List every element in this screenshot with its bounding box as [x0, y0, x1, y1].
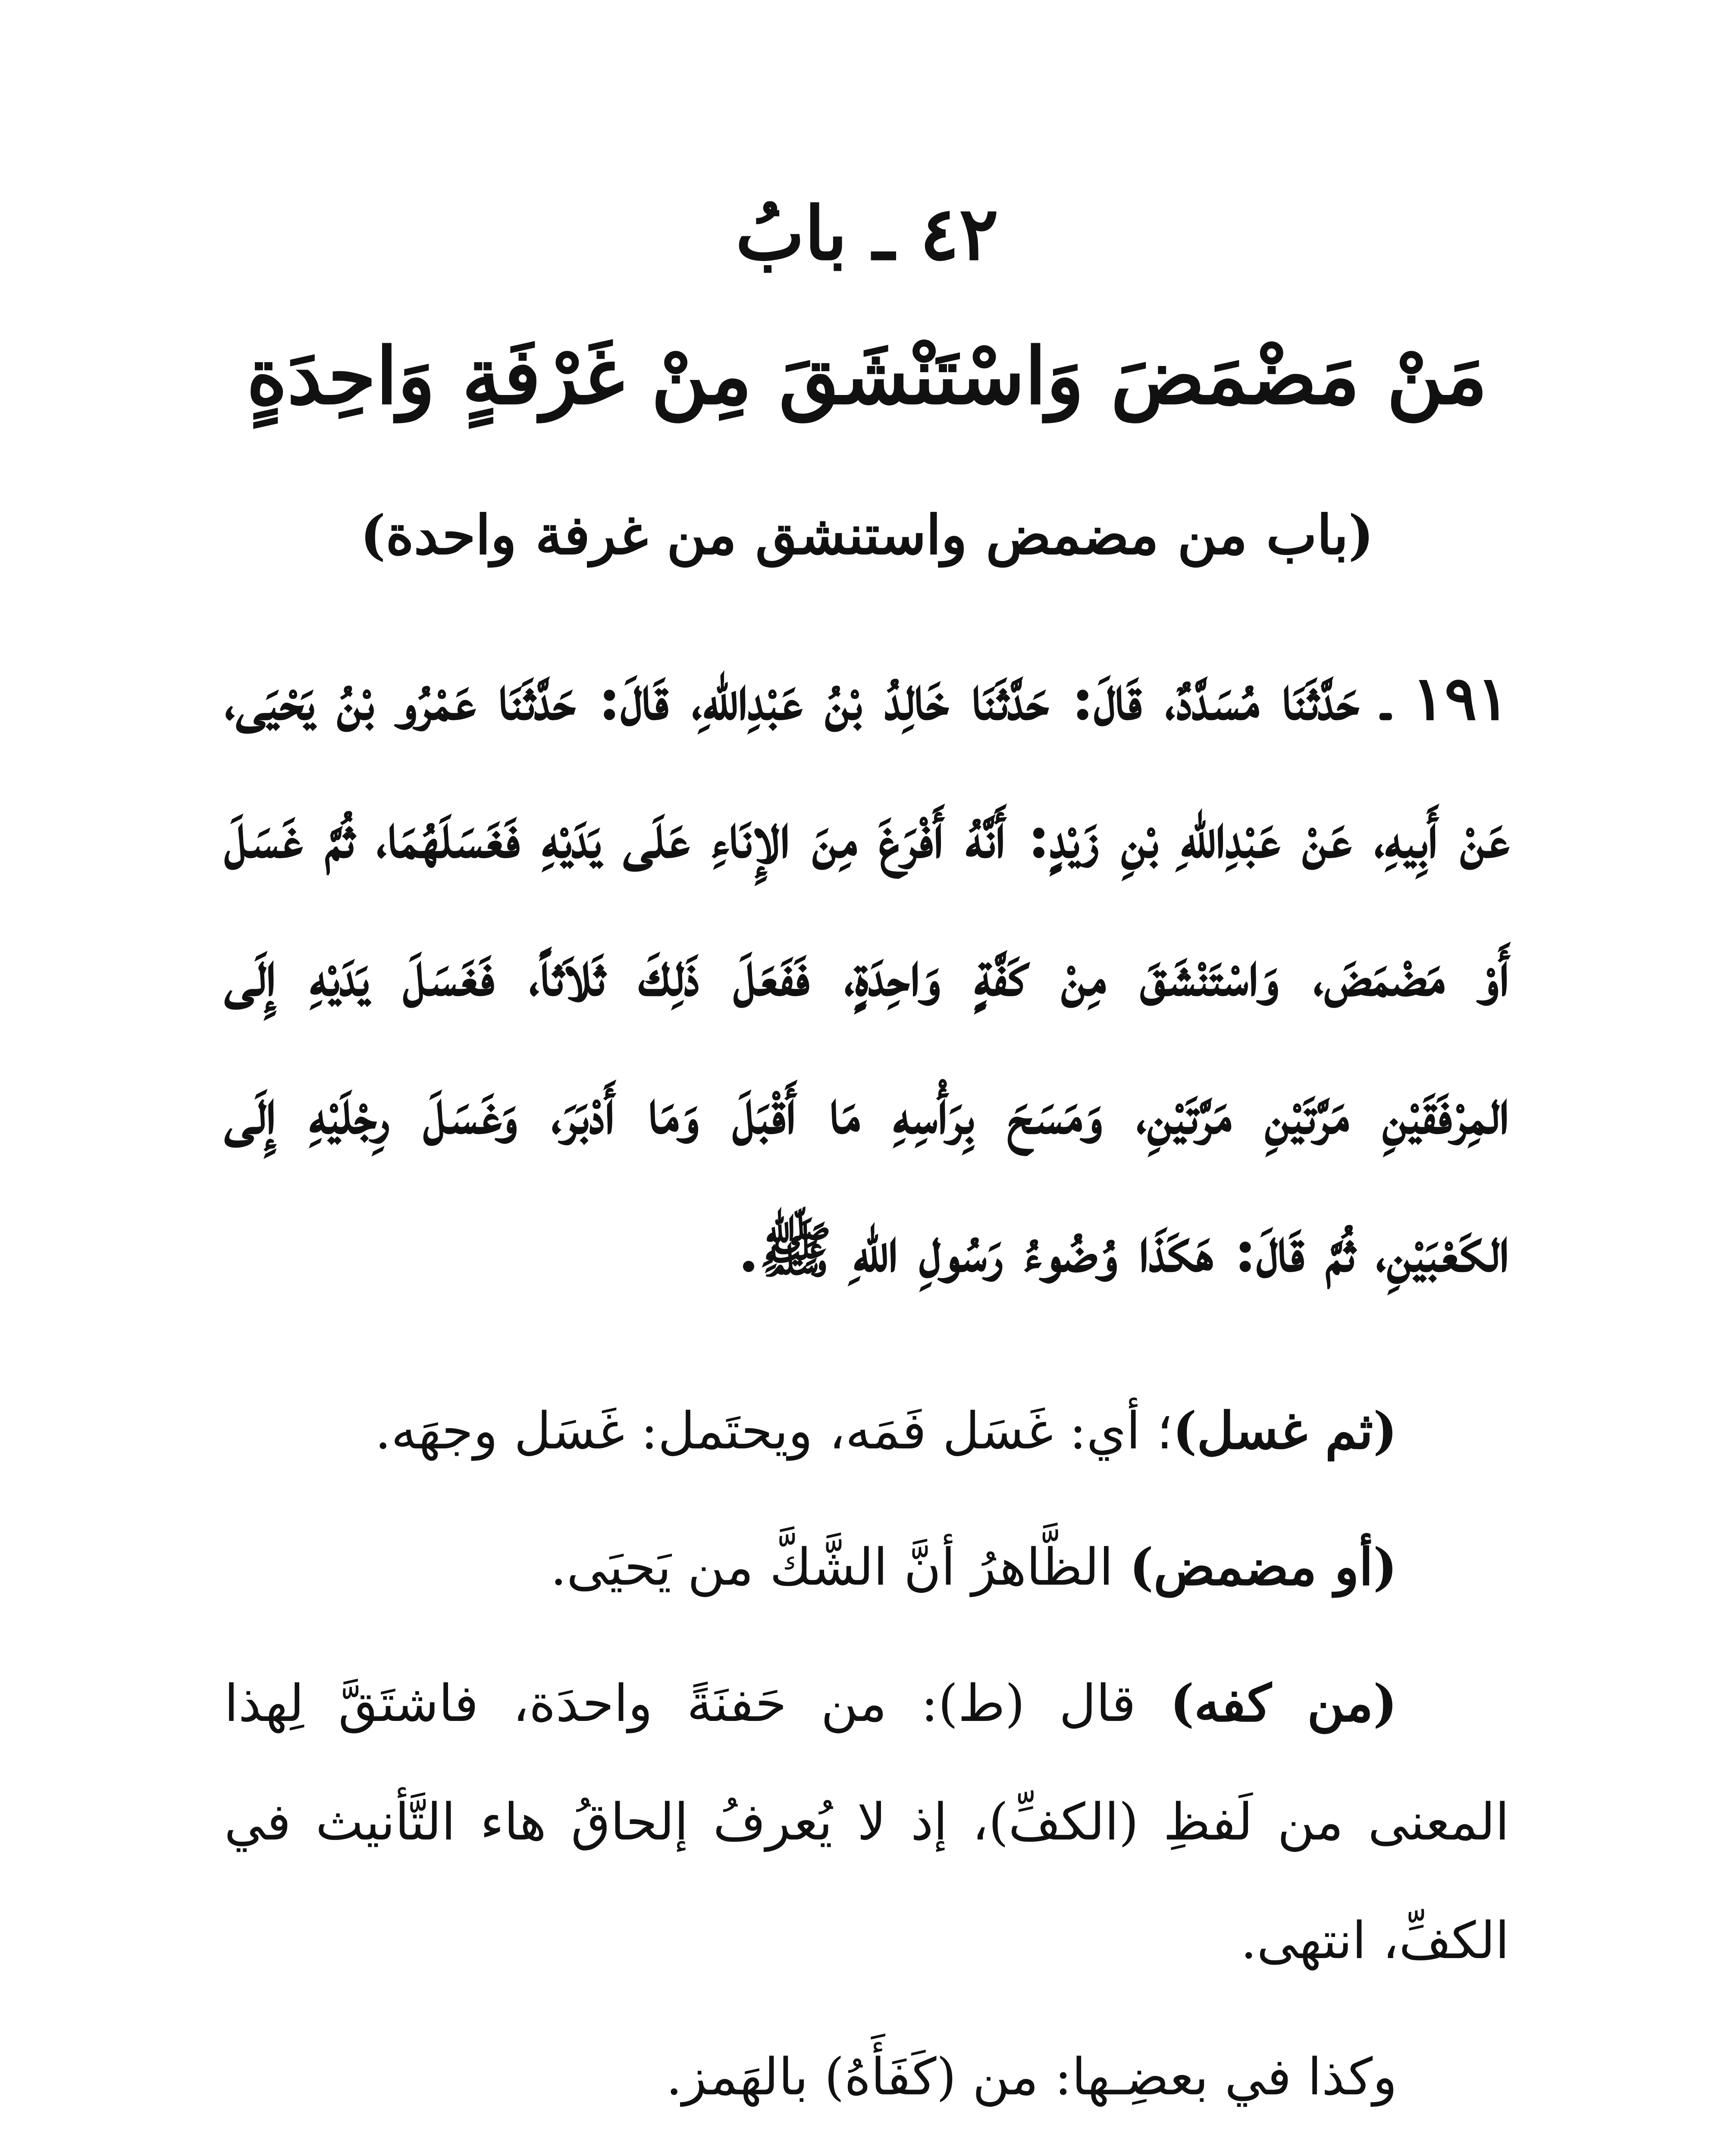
hadith-text: ١٩١ ـ حَدَّثَنَا مُسَدَّدٌ، قَالَ: حَدَّثَنَا خَالِدُ بْنُ عَبْدِاللهِ، قَالَ: حَدَّثَنَا عَمْرُو بْنُ يَحْيَى، عَنْ أَبِيهِ، عَنْ عَبْدِاللهِ بْنِ زَيْدٍ: أَنَّهُ أَفْرَغَ مِنَ الإِنَاءِ عَلَى يَدَيْهِ فَغَسَلَهُمَا، ثُمَّ غَسَلَ أَوْ مَضْمَضَ، وَاسْتَنْشَقَ مِنْ كَفَّةٍ وَاحِدَةٍ، فَفَعَلَ ذَلِكَ ثَلاَثاً، فَغَسَلَ يَدَيْهِ إِلَى المِرْفَقَيْنِ مَرَّتَيْنِ مَرَّتَيْنِ، وَمَسَحَ بِرَأْسِهِ مَا أَقْبَلَ وَمَا أَدْبَرَ، وَغَسَلَ رِجْلَيْهِ إِلَى الكَعْبَيْنِ، ثُمَّ قَالَ: هَكَذَا وُضُوءُ رَسُولِ اللهِ ﷺ.: [224, 663, 1509, 1286]
commentary-paragraph: [224, 2017, 1509, 2136]
commentary-lead: (ثم غسل): [1173, 1401, 1397, 1460]
commentary-lead: (أو مضمض): [1129, 1537, 1397, 1597]
commentary-paragraph: [224, 2153, 1509, 2156]
commentary-paragraph: [224, 1371, 1509, 1490]
commentary-text: الظَّاهرُ أنَّ الشَّكَّ من يَحيَى.: [550, 1537, 1130, 1597]
chapter-number: ٤٢ ـ بابُ: [735, 191, 999, 277]
commentary-lead: (من كفه): [1170, 1673, 1397, 1733]
commentary-text: وكذا في بعضِـها: من (كَفَأَهُ) بالهَمز.: [666, 2047, 1397, 2106]
section-title: (باب من مضمض واستنشق من غرفة واحدة): [360, 504, 1374, 567]
commentary: [224, 1371, 1509, 2156]
commentary-text: ؛ أي: غَسَل فَمَه، ويحتَمل: غَسَل وجهَه.: [375, 1401, 1173, 1460]
commentary-text: قال (ط): من حَفنَةً واحدَة، فاشتَقَّ لِهذا المعنى من لَفظِ (الكفِّ)، إذ لا يُعرفُ إلحاقُ هاء التَّأنيث في الكفِّ، انتهى.: [224, 1673, 1509, 1970]
commentary-paragraph: [224, 1644, 1509, 2000]
chapter-title: مَنْ مَضْمَضَ وَاسْتَنْشَقَ مِنْ غَرْفَةٍ وَاحِدَةٍ: [246, 331, 1488, 422]
commentary-paragraph: [224, 1507, 1509, 1626]
